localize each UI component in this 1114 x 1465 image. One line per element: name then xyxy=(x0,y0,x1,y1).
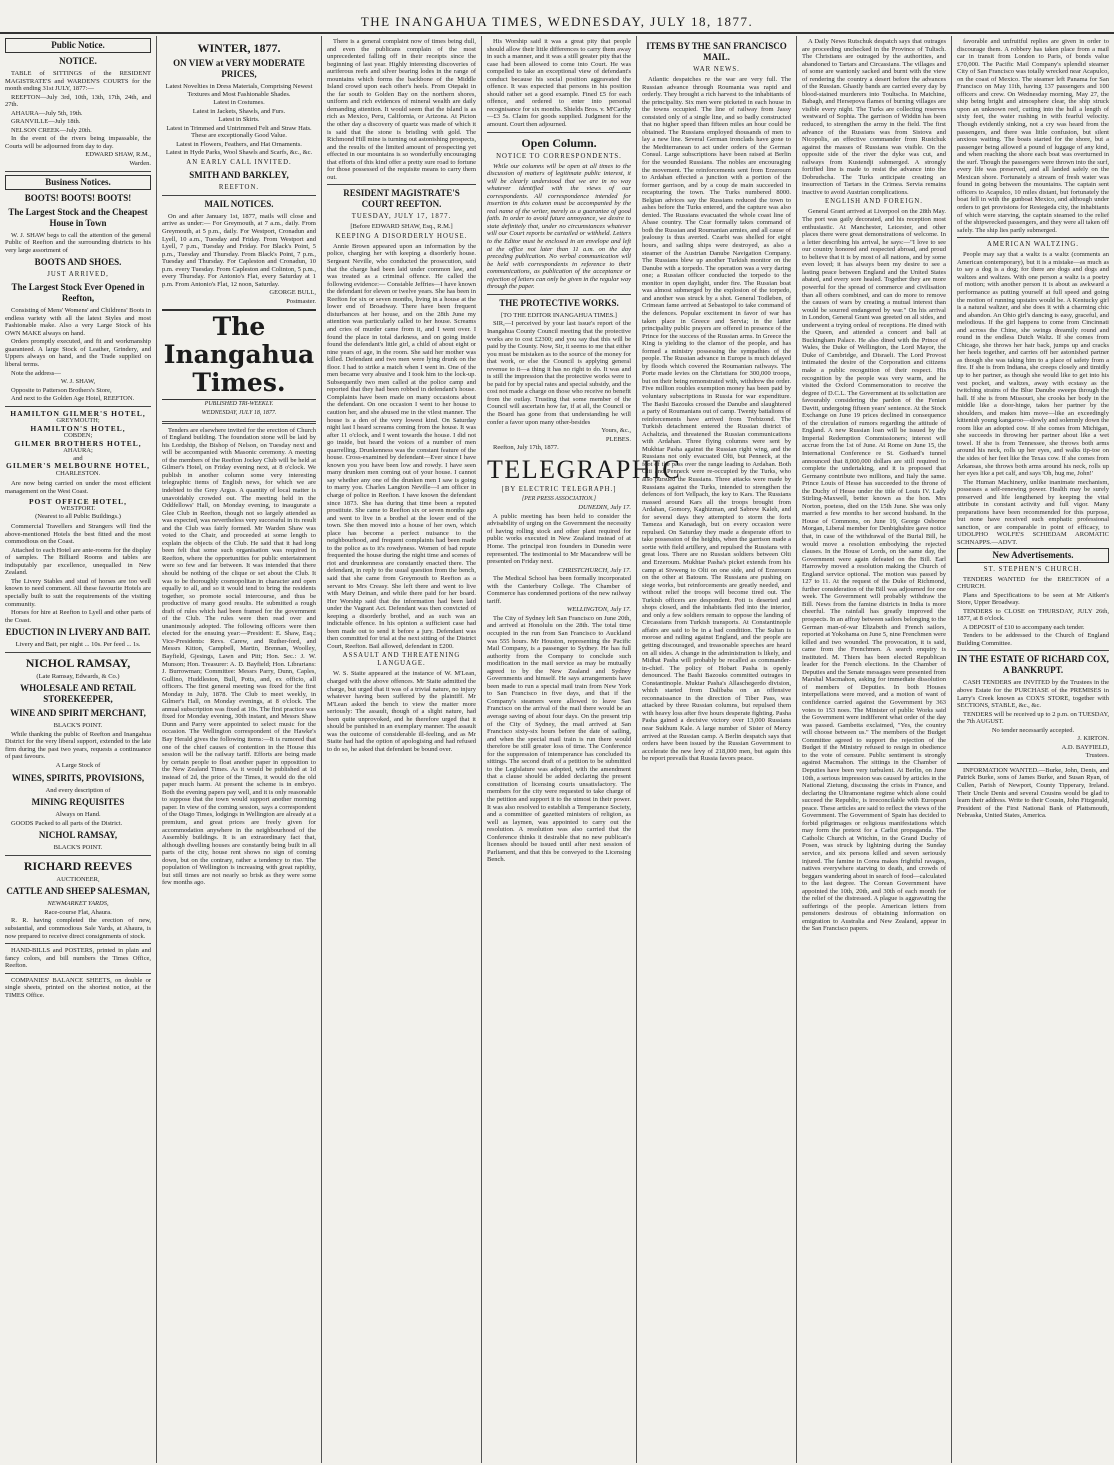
before-magistrate: [Before EDWARD SHAW, Esq., R.M.] xyxy=(350,223,453,231)
now-being-text: Are now being carried on under the most efficient management on the West Coast. xyxy=(5,480,151,495)
gilmer-hotels-ad xyxy=(5,410,151,478)
early-call: AN EARLY CALL INVITED. xyxy=(186,158,292,166)
always-on-hand: Always on Hand. xyxy=(55,811,101,819)
column-2 xyxy=(157,36,322,1463)
rm-court-heading: RESIDENT MAGISTRATE'S COURT REEFTON. xyxy=(343,188,460,210)
dunedin-text: A public meeting has been held to consider the advisability of urging on the Government the necessity of having rolling stock and other plant required for public works executed in New Zealand instead of at Home. The principal iron founders in Dunedin were represented. The testimonial to Mr Macandrew will be presented on Friday next. xyxy=(487,512,631,566)
goods-text: GOODS Packed to all parts of the District. xyxy=(11,819,123,827)
ahaura-sittings: AHAURA—July 5th, 19th. xyxy=(11,109,83,117)
latest-flowers: Latest in Flowers, Feathers, and Hat Ornaments. xyxy=(176,140,302,148)
masthead xyxy=(0,0,1114,34)
deposit-text: A DEPOSIT of £10 to accompany each tender. xyxy=(963,623,1085,631)
tenders-close: TENDERS to CLOSE on THURSDAY, JULY 26th, 1877, at 8 o'clock. xyxy=(957,607,1109,623)
auctioneer: AUCTIONEER, xyxy=(56,875,100,883)
nichol-ramsay-heading: NICHOL RAMSAY, xyxy=(25,655,131,670)
keeping-heading: KEEPING A DISORDERLY HOUSE. xyxy=(335,232,468,240)
assault-report: W. S. Staite appeared at the instance of W. M'Lean, charged with the above offences. Mr Staite admitted the charge, but urged that it was of a trivial nature, no injury whatever having been suffered by the plaintiff. Mr M'Lean asked the bench to view the matter more seriously: The assault, though of a slight nature, had been quite unprovoked, and he therefore urged that it should be punished in an exemplary manner. The assault was the outcome of considerable ill-feeling, and as Mr Staite had had the option of apologising and had refused to do so, he asked that defendant be bound over. xyxy=(327,670,476,753)
english-foreign-heading: ENGLISH AND FOREIGN. xyxy=(825,198,923,206)
telegraphic-heading: TELEGRAPHIC xyxy=(487,454,682,484)
wines-heading: WINES, SPIRITS, PROVISIONS, xyxy=(11,772,145,783)
note-text: Note the address— xyxy=(11,369,61,377)
shaw-name: W. J. SHAW, xyxy=(60,378,96,386)
just-arrived: JUST ARRIVED, xyxy=(47,271,109,279)
consisting-text: Consisting of Mens' Womens' and Childrens' Boots in endless variety with all the latest Styles and most Fashionable make. Also a very Large Stock of his OWN MAKE always on hand. xyxy=(5,307,151,337)
opposite-text: Opposite to Patterson Brothers's Store, xyxy=(11,386,112,394)
paper-title: The Inangahua Times. xyxy=(162,309,316,400)
signature-role: Warden. xyxy=(129,160,151,168)
plebes: PLEBES. xyxy=(605,435,631,443)
letter-body: SIR,—I perceived by your last issue's report of the Inangahua County Council meeting that the protective works are to cost £2300; and you say that this will be paid by the County. Now, Sir, it seems to me that either you must be mistaken as to the source of the money for that work, or else the Council is applying general revenue to it—a thing it has no right to do. It was and is still the impression that the protective works were to be paid for by special rates and special subsidy, and the cost not made a charge on those who receive no benefit from the outlay. Trusting that some member of the Council will ascertain how far, if at all, the Council or the Board has gone from that understanding he will confer a favor upon many other-besides xyxy=(487,320,631,426)
column-4 xyxy=(482,36,682,1463)
wellington-text: The City of Sydney left San Francisco on June 20th, and arrived at Honolulu on the 28th. The total time occupied in the run from San Francisco to Auckland was 555 hours. Mr Houston, representing the Pacific Mail Company, is a passenger to Sydney. He has full authority from the Company to conclude such modification in the mail service as may be mutually agreed to by the New Zealand and Sydney Governments and himself. He says arrangements have been made to run a special mail train from New York to San Francisco in five days, and that if the Company's steamers were allowed to leave San Francisco on the arrival of the mail there would be an average saving of about four days. On the present trip of the City of Sydney, the mail arrived at San Francisco sixty-six hours before the date of sailing, and when the special mail train is run there would therefore be still greater loss of time. The Conference for the suppression of intemperance has concluded its sittings. The second draft of a petition to be submitted to the Legislature was adopted, with the amendment that a clause should be added declaring the present constitution of licensing courts unsatisfactory. The members for the city were requested to take charge of the petition and support it to the utmost in their power. It was also resolved to establish a Temperance Society, and a committee of gazetted ministers of religion, as well as laymen, was appointed to carry out the resolution. A resolution was also carried that the Conference thinks it desirable that no new publican's licenses should be issued until after next session of Parliament, and that this be conveyed to the Licensing Bench. xyxy=(487,614,631,864)
event-text: In the event of the rivers being impassable, the Courts will be adjourned from day to day. xyxy=(5,135,151,150)
no-tender: No tender necessarily accepted. xyxy=(991,726,1075,734)
protective-works-heading: THE PROTECTIVE WORKS. xyxy=(499,297,619,308)
melbourne-hotel: GILMER'S MELBOURNE HOTEL, xyxy=(6,461,150,471)
masthead-title: THE INANGAHUA TIMES, WEDNESDAY, JULY 18, 1877. xyxy=(360,14,754,29)
george-bull: GEORGE BULL, xyxy=(269,289,316,297)
new-advertisements-header: New Advertisements. xyxy=(957,548,1109,563)
eduction-heading: EDUCTION IN LIVERY AND BAIT. xyxy=(5,627,151,638)
livery-rates: Livery and Bait, per night ... 10s. Per feed ... 1s. xyxy=(15,641,141,649)
open-column-heading: Open Column. xyxy=(521,135,597,150)
richard-reeves-heading: RICHARD REEVES xyxy=(23,858,133,873)
shaw-text: W. J. SHAW begs to call the attention of the general Public of Reefton and the surrounding districts to his very large assortment of xyxy=(5,231,151,254)
correspondents-heading: NOTICE TO CORRESPONDENTS. xyxy=(496,152,622,160)
rutschuk-despatch: A Daily News Rutschuk despatch says that outrages are proceeding unchecked in the Province of Tultsch. The Christians are outraged by the authorities, and abandoned to Tartars and Circassians. The villages and of some are wantonly sacked and burnt with the view of rendering the country a desert before the advances of the Russian. Ghastly bands are carried every day by blood-stained murderers into Toultscha. In Matchine, Babagh, and Hersepova flames of burning villages are visible every night. The Turks are collecting reserves westward of Sophia. The garrison of Widdin has been reduced, to strengthen the army in the field. The first advance of the Russians was from Sistova and Nicopolis, an effective commander from Rustchuk against the masses of Russians was visible. On the opposite side of the river the dyke was cut, and railways from Kustendji submerged. A strongly fortified line is made to resist the advance into the Dobrudscha. The Turks anticipate creating an insurrection of Tartars in the Crimea. Servia remains inactive to avoid Austrian complications. xyxy=(802,38,946,196)
column-3 xyxy=(322,36,482,1463)
nelson-sittings: NELSON CREEK—July 20th. xyxy=(11,126,92,134)
hamilton-hotel-2: HAMILTON'S HOTEL, xyxy=(30,423,126,433)
latest-novelties: Latest Novelties in Dress Materials, Comprising Newest Textures and Most Fashionable Shades. xyxy=(165,83,313,98)
charleston: CHARLESTON. xyxy=(55,469,101,477)
blacks-point: BLACK'S POINT. xyxy=(53,722,103,730)
american-waltzing-heading: AMERICAN WALTZING. xyxy=(986,241,1079,249)
boots-heading: BOOTS! BOOTS! BOOTS! xyxy=(24,192,132,203)
companies-text: COMPANIES' BALANCE SHEETS, on double or single sheets, printed on the shortest notice, at the TIMES Office. xyxy=(5,976,151,999)
estate-heading: IN THE ESTATE OF RICHARD COX, A BANKRUPT. xyxy=(957,654,1109,676)
hamilton-hotel: HAMILTON GILMER'S HOTEL, xyxy=(10,408,146,418)
nichol-ramsay-sign: NICHOL RAMSAY, xyxy=(38,830,118,841)
livery-text: The Livery Stables and stud of horses are too well known to need comment. All these favourite Hotels are specially built to suit the requirements of the visiting community. xyxy=(5,577,151,608)
reefton-place: REEFTON. xyxy=(218,183,260,191)
latest-costumes: Latest in Costumes. xyxy=(213,99,265,107)
wellington-dateline: WELLINGTON, July 17. xyxy=(566,606,631,614)
letter-date: Reefton, July 17th, 1877. xyxy=(493,444,559,452)
waltzing-body: People may say that a waltz is a waltz (comments an American contemporary), but it is a mistake—as much as to say a dog is a dog; for there are dogs and dogs and waltzes and waltzes. With one person a waltz is a poetry of motion; with another person it is about as awkward a performance as putting yourself at full speed and going the motion of running upstairs would be. A Kentucky girl is a natural waltzer, and she does it with a charming chic and abandon. An Ohio girl's dancing is easy, graceful, and melodious. If the girl happens to come from Cincinnati and across the Chine, she swings dreamily round and round in the endless Dutch Waltz. If she comes from Chicago, she throws her hair back, jumps up and cracks her heels together, and carries off her astonished partner as though she was taking him to a place of safety from a fire. If she is from Indiana, she creeps closely and timidly up to her partner, as though she would like to get into his vest pocket, and waltzes, away with ecstasy as the twitching strains of the Blue Danube sweeps through the hall. If she is from Missouri, she crooks her body in the middle like a door-hinge, takes her partner by the shoulders, and makes him move—like an exceedingly kittenish young kangaroo—slowly and solemnly down the room like an adopted cow. If she comes from Michigan, she succeeds in throwing her partner about like a wet towel. If she is from Tennessee, she throws both arms around his neck, rolls up her eyes, and walks tip-toe on the sides of her feet like the Texas cow. If she comes from Arkansas, she throws both arms around his neck, rolls up her eyes like a pet calf, and says 'Oh, hug me, John!' xyxy=(957,251,1110,478)
winter-heading: WINTER, 1877. xyxy=(197,41,281,55)
gilmer-brothers: GILMER BROTHERS HOTEL, xyxy=(14,438,142,448)
items-heading: ITEMS BY THE SAN FRANCISCO MAIL. xyxy=(646,41,787,62)
wine-heading: WINE AND SPIRIT MERCHANT, xyxy=(10,708,146,719)
sittings-text: TABLE of SITTINGS of the RESIDENT MAGISTRATE'S and WARDEN'S COURTS for the month ending 31st JULY, 1877:— xyxy=(5,70,151,93)
press-association: [PER PRESS ASSOCIATION.] xyxy=(521,495,597,502)
court-report: Annie Brown appeared upon an information by the police, charging her with keeping a disorderly house. Sergeant Neville, who conducted the prosecution, said that the charge had been laid under common law, and was treated as a criminal offence. He called the following evidence:— Constable Jeffries—I have known the defendant for eleven or twelve years. She has been in Reefton for six or seven months, living in a house at the lower end of Broadway. There have been frequent disturbances at her house, and on the 28th June my attention was particularly called to her house. Screams and cries of murder came from it, and I went over. I found the place in total darkness, and on going inside found the defendant's little girl, a child of about eight or nine years of age, in the room. She said her mother was killed. Defendant and two men were lying drunk on the floor. I had to strike a match when I went in. One of the men became very abusive and I took him to the lock-up. Subsequently two men called at the police camp and reported that they had been robbed in defendant's house. Complaints have been made on many occasions about the defendant. On one occasion I went to her house to caution her, and she abused me in the vilest manner. The house is a den of the very lowest kind. On Saturday night last I heard screams coming from the house. It was after 11 o'clock, and I went towards the house. I did not go inside, but heard the voices of a number of men quarrelling. Drunkenness was the constant feature of the house. Cross-examined by defendant—Ever since I have known you you have been low and rowdy. I have seen many drunken men coming out of your house. I cannot say whether any one of the drunken men I saw is going to marry you. Charles Langton Neville—I am officer in charge of police in Reefton. I have known the defendant since 1873. She has during that time been a reputed prostitute. She came to Reefton six or seven months ago and went to live in a brothel at the lower end of the town. She then moved into a house of her own, which place has become a perfect nuisance to the neighbourhood, and frequent complaints had been made to the police as to it's rowdyness. Women of bad repute frequented the house during the night time and scenes of riot and drunkenness are constantly enacted there. The defendant, in reply to the usual question from the bench, said that she came from Greymouth to Reefton as a servant to Mrs Creasy. She left there and went to live with Mary Deinan, and while there paid for her board. Her Worship said that the information had been laid under the Vagrant Act. Defendant was then convicted of keeping a disorderly brothel, and as such was an indictable offence. In his opinion a sufficient case had been made out to send it before a jury. Defendant was then committed for trial at the next sitting of the District Court, Reefton. Bail allowed, defendant in £200. xyxy=(327,242,476,650)
mineral-discoveries: There is a general complaint now of times being dull, and even the publicans complain of the most unprecedented falling off in their receipts since the beginning of last year. Highly interesting discoveries of auriferous reefs and silver bearing lodes in the range of mountains which forms the backbone of the Middle Island crowd upon each other's heels. From Otepaki in the far south to Golden Bay on the northern shores, uniform and rich evidences of mineral wealth are daily demanding attention. It would seem that the island is as rich as Mexico, Peru, California, or Arizona. At Picton the other day a discovery of quartz was made of which it is said that the stone is bristling with gold. The Richmond Hill mine is turning out astonishing prospects, and the results of the limited amount of prospecting yet effected in our mountains is so wonderfully encouraging that efforts of this kind offer a pretty sure road to fortune for those possessed of the requisite means to carry them out. xyxy=(327,38,476,181)
trustees: Trustees. xyxy=(1085,752,1109,760)
signature: EDWARD SHAW, R.M., xyxy=(85,151,151,159)
largest-stock-ever: The Largest Stock Ever Opened in Reefton, xyxy=(11,282,145,304)
postmaster: Postmaster. xyxy=(286,297,316,305)
reefton-sittings: REEFTON—July 3rd, 10th, 13th, 17th, 24th, and 27th. xyxy=(5,93,151,109)
electric-telegraph: [BY ELECTRIC TELEGRAPH.] xyxy=(501,485,617,493)
westport: WESTPORT. xyxy=(60,505,96,513)
latest-skirts: Latest in Skirts. xyxy=(218,116,260,124)
thanking-text: While thanking the public of Reefton and Inangahua District for the very liberal support, extended to the late firm during the past two years, requests a continuance of past favours. xyxy=(5,730,151,761)
on-view: ON VIEW at VERY MODERATE PRICES, xyxy=(173,58,305,79)
late-firm: (Late Ramsay, Edwards, & Co.) xyxy=(36,672,120,680)
latest-jackets: Latest in Jackets, Shawls, and Furs. xyxy=(192,107,286,115)
wreck-report: favorable and unfruitful replies are given in order to discourage them. A robbery has taken place from a mail car in transit from London to Paris, of bonds value £70,000. The Pacific Mail Company's splendid steamer City of San Francisco was totally wrecked near Acapulco, on the coast of Mexico. The steamer left Panama for San Francisco on May 11th, having 137 passengers and 100 officers and crew. On Wednesday morning, May 27, the ship being bright and atmosphere clear, the ship struck upon an unknown reef, cutting into the hull a length of sixty feet, the water rushing in with fearful velocity. Though evidently sinking, not a cry was heard from the passengers, and there was little confusion, but silent anxious waiting. The boats started for the shore, but a passenger being allowed a pound of luggage of any kind, and when reaching the shore each boat was overturned in the surf. Though the passengers were thrown into the surf, every life was preserved, and all landed safely on the Mexican shore. Fortunately a stream of fresh water was found in going between the mountains. The captain sent officers to Acapulco, 10 miles distant, but fortunately the boat fell in with the gunboat Mexico, and although under orders to get provisions for Restegeda city, the inhabitants of which were starving, the captain steamed to the relief of the shipwrecked passengers, and they were all taken off safely. The ship lies partly submerged. xyxy=(957,38,1109,234)
tenders-wanted: TENDERS WANTED for the ERECTION of a CHURCH. xyxy=(957,575,1109,591)
war-news-body: Atlantic despatches re the war are very full. The Russian advance through Roumania was rapid and orderly. They brought a rich harvest to the inhabitants of the principality. Six men were picketed in each house in the towns occupied. The line of railway from Jassy consisted only of a single line, and so badly constructed that no higher speed than fifteen miles an hour could be obtained. The Russians employed thousands of men to lay a new line. Several German ironclads have gone to the Mediterranean to act under orders of the German Consul. Large subscriptions have been raised at Berlin for the wounded Russians. The nobles are encouraging the movement. The reinforcements sent from Erzeroum to Ardahan effected a junction with a portion of the former garrison, and by a coup de main succeeded in recapturing the town. The Turks numbered 8000. Belgian advices say the Russians reduced the town to ashes before the Turks entered, and the capture was also denied. The Russians evacuated the whole coast line of Abase country. The Czar formally takes command of both the Russian and Roumanian armies, and all cause of jealousy is thus averted. Czarbi was shelled for eight hours, and sailing ships were destroyed, as also a steamer of the Austrian Danube Navigation Company. The Russians blew up another Turkish monitor on the Danube with a torpedo. The operation was a very daring one; a Russian officer conducted the torpedo to the monitor in open daylight, under fire. The Russian boat was almost submerged by the explosion of the torpedo, and another was struck by a shot. General Todleben, of Crimean fame arrived at Sebastopol to take command of the defences. Popular excitement in favor of war has taken place in Greece and Servia; in the latter principality public prayers are offered in presence of the Prince for the success of the Russian arms. In Greece the King is yielding to the clamor of the people, and has formed a ministry possessing the sympathies of the people. The Russian advance in Europe is much delayed by floods which covered the Roumanian railways. The Porte made levies on the Christians for 300,000 troops, but on their being remonstrated with, withdrew the order. Five million roubles exemption money has been paid by voluntary subscriptions in Russia for war expenditure. The Bashi Bazouks crossed the Danube and slaughtered a party of Roumanians out of camp. Twenty battalions of reinforcements have arrived from Trebizond. The Turkish detachment entered the Russian district of Achaltzia, and threatened the Russian communications with Ardahan. Three flying columns were sent by Mukhtar Pasha against the Russian right wing, and the Russians not only evacuated Olti, but Penneck, at the foot of the pass over the range leading to Ardahan. Both Olti and Penneck were re-occupied by the Turks, who also pursued the Russians. Three attacks were made by Russians against the Turks, intended to strengthen the defences of fort Vellpach, the key to Kars. The Russians massed around Kars all the troops brought from Ardahan, Gomory, Kaghizman, and Sabrew Kaleh, and for several days they attempted to storm the forts Tameza and Kanadagh, but on every occasion were repulsed. On Saturday they made a desperate effort to take possession of the heights, when the garrison made a sortie with field artillery, and repulsed the Russians with great loss. There are no Russian soldiers between Olti and Erzeroum. Mukhtar Pasha's picket extends from his camp at Sivweng to Olti on one side, and of Erzeroum on the other at Batoum. The Russians are pushing on siege works, but reinforcements are greatly needed, and without relief the troops will become tired out. The Turkish officers are despondent. Poti is deserted and shops closed, and the inhabitants fled into the interior, and only a few soldiers remain to oppose the landing of Circassians from Turkish transports. At Constantinople affairs are said to be in a bad condition. The Sultan is morose and railing against England, and the people are getting discouraged, and treasonable speeches are heard on all sides. A change in the administration is likely, and Midhat Pasha will probably be recalled as commander-in-chief. The policy of Hobart Pasha is openly denounced. The Bashi Bazouks committed outrages in Constantinople. Muktar Pasha's Allaschegerdo division, which started from Dalibaba on an offensive reconnaissance in the direction of Tiber Pass, was attacked by three Russian columns, but repulsed them with heavy loss after five hours desperate fighting. Pasha Pasha gained a decisive victory over 13,000 Russians near Sukhum Kale. A large number of Sister of Mercy arrived at the Russian camp. A Berlin despatch says that orders have been issued by the Russian Government to accelerate the new levy of 218,000 men, but again this be report prevails that Russia favors peace. xyxy=(642,76,791,763)
english-foreign-body: General Grant arrived at Liverpool on the 28th May. The port was gaily decorated, and his reception most enthusiastic. At Manchester, Leicester, and other places there were great demonstrations of welcome. In a letter describing his arrival, he says:—"I love to see our country honored and respected abroad, and proud to believe that it is by most of all nations, and by some even loved; it has always been my desire to see a lasting peace between England and the United States abated, and every sore healed. Together they are more powerful for the spread of commerce and civilisation than all others combined, and can do more to remove the causes of wars by creating a mutual interest than would be sourred endangered by war." On his arrival in London, General Grant was greeted on all sides, and underwent a trying ordeal of receptions. He dined with the Queen, and attended a concert and ball at Buckingham Palace. He also dined with the Prince of Wales, the Duke of Wellington, the Lord Mayor, the Duke of Cambridge, and Disraeli. The Lord Provost intimated the desire of the Corporation and citizens make a public recognition of their respect. His recognition by the people was very warm, and he visited the Oxford Commemoration to receive the degree of D.C.L. The Government at its solicitation are favourably considering the pardon of the Fenian Davitt, undergoing fifteen years' sentence. At the Stock Exchange on June 19 prices declined in consequence of the circulation of rumors regarding the attitude of England. A new Russian loan will be issued by the Imperial Redemption Commissioners; interest will accrue from the 1st of June. At Rome on June 15, the International Conference re St. Gothard's tunnel announced that 8,000,000 dollars are still required to complete the undertaking, and it is proposed that Germany contribute two millions, and Italy the same. Prince Louis of Hesse has succeeded to the throne of the Duchy of Hesse under the title of Louis IV. Lady Stirling-Maxwell, better known as the hon. Mrs Norton, poetess, died on the 15th June. She was only married a few months to her second husband. In the House of Commons, on June 19, George Osborne Morgan, Liberal member for Denbighshire gave notice that, in case of the withdrawal of the Burial Bill, he would move a resolution embodying the rejected clauses. In the House of Lords, on the same day, the Government were again defeated on the Bill. Earl Harrowby moved a resolution making the Church of England service optional. The motion was passed by 127 to 11. At the request of the Duke of Richmond, further consideration of the Bill was adjourned for one week. The Government will probably withdraw the Bill. News from the famine districts in India is more cheerful. The rainfall has greatly improved the prospects. In an affray between sailors belonging to the German man-of-war Elizabeth and French sailors, reported at Yokohama on June 5, nine Frenchmen were killed and two wounded. The provocation, it is said, came from the Frenchmen. A search enquiry is instituted. M. Thiers has been elected Republican leader for the French elections. In the Chamber of Deputies and the Senate messages were presented from Marshal Macmahon, asking for immediate dissolution of members of Deputies. In both Houses interpellations were moved, and a motion of want of confidence carried against the Government by 363 votes to 153 noes. The Minister of public Works said the Government were indifferent what order of the day was passed. Gambetta exclaimed, "Yes, the country will choose between us." The members of the Budget Committee agreed to support the rejection of the Budget if the Ministry refused to resign in obedience to the vote of censure. Public sentiment is strongly against Macmahon. The sittings in the Chamber of Deputies have been very turbulent. At Berlin, on June 10th, a serious impression was caused by articles in the National Zietung, discussing the crisis in France, and declaring the Ultramontane regime which alone could succeed the Republic, is irreconcilable with European peace. These articles are said to reflect the views of the Government. The Government of Spain has decided to forbid pilgrimages or religious manifestations which may form the pretext for a Carlist propaganda. The Catholic Church at Witchin, in the Grand Duchy of Posen, was struck by lightning during the Sunday service, and six persons killed and seven seriously injured. The famine in Corea makes frightful ravages, natives everywhere starving to death, and crowds of beggars wandering about in search of food—calculated to the last degree. The Corean Government have appointed the 10th, 20th, and 30th of each month for the relief of the distressed. A plague is aggravating the sufferings of the people. American letters from pensioners desirous of obtaining information on emigration to Australia and New Zealand, appear in the San Francisco papers. xyxy=(802,208,946,933)
addressed-text: Tenders to be addressed to the Church of England Building Committee. xyxy=(957,632,1109,647)
bayfield: A.D. BAYFIELD, xyxy=(1061,743,1109,751)
boots-shoes-heading: BOOTS AND SHOES. xyxy=(34,257,122,268)
page-columns xyxy=(0,36,1114,1463)
largest-stock-heading: The Largest Stock and the Cheapest House in Town xyxy=(8,206,148,228)
cobden: COBDEN; xyxy=(63,432,93,440)
business-notices-header: Business Notices. xyxy=(5,175,151,190)
christchurch-dateline: CHRISTCHURCH, July 17. xyxy=(558,566,631,574)
wholesale-heading: WHOLESALE AND RETAIL STOREKEEPER, xyxy=(20,683,136,705)
plans-text: Plans and Specifications to be seen at Mr Aitken's Store, Upper Broadway. xyxy=(957,591,1109,607)
orders-text: Orders promptly executed, and fit and workmanship guaranteed. A large Stock of Leather, Grindery, and Uppers always on hand, and the Trade supplied on liberal terms. xyxy=(5,338,151,369)
christchurch-text: The Medical School has been formally incorporated with the Canterbury College. The Chamber of Commerce has condemned portions of the new railway tariff. xyxy=(487,575,631,605)
mining-heading: MINING REQUISITES xyxy=(31,797,125,808)
mail-notices-heading: MAIL NOTICES. xyxy=(204,198,274,209)
war-news-heading: WAR NEWS. xyxy=(693,66,740,73)
human-machinery: The Human Machinery, unlike inanimate mechanism, possesses a self-renewing power. Health may be surely preserved and life lengthened by keeping the vital attribute in constant activity and full vigor. Many preparations have been recommended for this purpose, but none have received such emphatic professional sanction, or are comparable in point of efficacy, to UDOLPHO WOLFE'S SCHIEDAM AROMATIC SCHNAPPS.—ADVT. xyxy=(957,478,1109,546)
newmarket: NEWMARKET YARDS, xyxy=(47,900,109,908)
post-office-hotel: POST OFFICE HOTEL, xyxy=(28,496,128,506)
nearest: (Nearest to all Public Buildings.) xyxy=(35,512,121,520)
column-5 xyxy=(637,36,797,1463)
assault-heading: ASSAULT AND THREATENING LANGUAGE. xyxy=(342,652,461,668)
cattle-heading: CATTLE AND SHEEP SALESMAN, xyxy=(6,886,150,897)
latest-hyde: Latest in Hyde Parks, Wool Shawls and Scarfs, &c., &c. xyxy=(165,149,313,157)
ahaura: AHAURA; xyxy=(63,447,93,455)
public-notice-header: Public Notice. xyxy=(5,38,151,53)
edition-date: WEDNESDAY, JULY 18, 1877. xyxy=(201,410,277,417)
worship-remarks: His Worship said it was a great pity that people should allow their little differences to carry them away in such a manner, and it was a still greater pity that the case had been allowed to come into Court. He was compelled to take an exceptional view of defendant's conduct because his social position aggravated the offence. It was expected that persons in his position should rather set a good example. Fined £5 for each offence, and ordered to enter into personal recognisance for six months. Shields Bros. v. M'Carthy—£3 5s. Claim for goods supplied. Judgment for the amount. Court then adjourned. xyxy=(487,38,631,129)
tenders-received: TENDERS will be received up to 2 p.m. on TUESDAY, the 7th AUGUST. xyxy=(957,710,1109,726)
court-date: TUESDAY, JULY 17, 1877. xyxy=(351,213,452,221)
large-stock: A Large Stock of xyxy=(55,762,101,770)
yours: Yours, &c., xyxy=(601,427,631,435)
published-tri-weekly: PUBLISHED TRI-WEEKLY. xyxy=(204,401,274,408)
horses-text: Horses for hire at Reefton to Lyell and other parts of the Coast. xyxy=(5,609,151,624)
blacks-point-2: BLACK'S POINT. xyxy=(53,844,103,852)
next-to-text: And next to the Golden Age Hotel, REEFTON. xyxy=(11,395,135,403)
latest-hats: Latest in Trimmed and Untrimmed Felt and Straw Hats. These are exceptionally Good Value. xyxy=(166,124,312,140)
cash-tenders: CASH TENDERS are INVITED by the Trustees in the above Estate for the PURCHASE of the PREMISES in Larry's Creek known as COX'S STORE, together with SECTIONS, STABLE, &c., &c. xyxy=(957,679,1109,710)
mail-schedule: On and after January 1st, 1877, mails will close and arrive as under:— For Greymouth, at 7 a.m., daily. From Greymouth, at 5 p.m., daily. For Westport, Cronadun and Lyell, 10 a.m., Tuesday and Friday. From Westport and Lyell, 7 p.m., Tuesday and Friday. For Black's Point, 5 p.m., Tuesday and Thursday. From Black's Point, 7 p.m., Tuesday and Thursday. For Capleston and Cronadun, 10 p.m. every Tuesday. From Capleston and Colinton, 5 p.m., every Thursday. For Antonio's Flat, every Saturday at 1 p.m. From Antonio's Flat, 12 noon, Saturday. xyxy=(162,212,316,288)
racecourse: Race-course Flat, Ahaura. xyxy=(44,908,112,916)
column-1 xyxy=(0,36,157,1463)
post-office-hotel-ad xyxy=(5,498,151,521)
greymouth: GREYMOUTH; xyxy=(56,417,100,425)
every-description: And every description of xyxy=(45,786,111,794)
attached-text: Attached to each Hotel are ante-rooms for the display of samples. The Billiard Rooms and tables are indisputably par excellence, unequalled in New Zealand. xyxy=(5,546,151,577)
kirton: J. KIRTON. xyxy=(1077,735,1109,743)
smith-barkley: SMITH AND BARKLEY, xyxy=(189,169,289,180)
column-6 xyxy=(797,36,952,1463)
reeves-text: R. R. having completed the erection of new, substantial, and commodious Sale Yards, at Ahaura, is now prepared to receive direct consignments of stock. xyxy=(5,917,151,940)
to-editor: [TO THE EDITOR INANGAHUA TIMES.] xyxy=(501,311,617,319)
notice-heading: NOTICE. xyxy=(59,56,97,66)
dunedin-dateline: DUNEDIN, July 17. xyxy=(578,504,631,512)
and-word: and xyxy=(73,454,83,462)
column-7 xyxy=(952,36,1114,1463)
correspondents-text: While our columns will be open at all times to the discussion of matters of legitimate public interest, it will be clearly understood that we are in no way whatever identified with the views of our correspondents. All correspondence intended for insertion in this column must be accompanied by the real name of the writer, merely as a guarantee of good faith. In order to avoid future annoyance, we desire to state definitely that, under no circumstances whatever will our Court reports be curtailed or withheld. Letters to the Editor must be enclosed in an envelope and left at the office not later than 11 a.m. on the day preceding publication. No verbal communication will be held with correspondents in reference to their communications, as publication of the acceptance or rejection of letters can only be given in the regular way through the paper. xyxy=(487,162,631,291)
editorial-body: Tenders are elsewhere invited for the erection of Church of England building. The foundation stone will be laid by his Lordship, the Bishop of Nelson, on Tuesday next and will be accompanied with Masonic ceremony. A meeting of the members of the Reefton Jockey Club will be held at Gilmer's Hotel, on Friday evening next, at 8 o'clock. We publish in another column some very interesting telegraphic items of English news, for which we are indebted to the Grey Argus. A quantity of local matter is unavoidably crowded out. The meeting held in the Oddfellows' Hall, on Monday evening, to inaugurate a Glee Club in Reefton, though not so largely attended as was expected, was nevertheless very successful in its result and the Club was fairly formed. Mr Warden Shaw was voted to the Chair, and proceeded at some length to explain the objects of the Club. He said that it had long been felt that some such organisation was required in Reefton, where the opportunities for public entertainment were so few and far between. It was intended that there should be nothing of the clique or set about the Club. It was to be thoroughly cosmopolitan in character and open equally to all, and so it would tend to bring the residents together, so promote social intercourse, and thus be productive of many good results. He submitted a rough draft of rules which had been framed for the government of the Club. The rules were then read over and unanimously adopted. The following officers were then elected for the ensuing year:—President: E. Shaw, Esq.; Vice-Presidents: Revs. Carew, and Ruther-ford, and Messrs Kitton, Campbell, Martin, Brennan, Woolley, Bayfield, Gjesings, Lawn and Pitt; Hon. Sec.: J. W. Munson; Hon. Treasurer: A. D. Bayfield; Hon. Librarians: J. Burrowman; Committee: Messrs Parry, Dunn, Caples, Gullino, Huddleston, Bull, Potts, and, ex officio, all officers. The first general meeting was fixed for the first Monday in July, 1878. The Club to meet weekly, in Gilmer's Hall, on Monday evenings, at 8 o'clock. The annual subscription was fixed at 10s. The first practice was fixed for Monday evening, 30th instant, and Messrs Shaw Dunn and Parry were appointed to select music for the occasion. The Wellington correspondent of the Hawke's Bay Herald gives the following items:—It is rumored that one of the chief causes of contention in the House this session will be the railway tariff. Efforts are being made by certain people to float another paper in opposition to the New Zealand Times. As it would be published at 1d instead of 2d, the price of the Times, it would do the old paper much harm. At present the scheme is in embryo. Both the evening papers pay well, and it is only reasonable to suppose that the town would support another morning paper. In view of the coming session, says a correspondent of the Otago Times, lodgings in Wellington are already at a premium, and great prices are freely given for accommodation anywhere in the neighbourhood of the Assembly buildings. It is an extraordinary fact that, although dwelling houses are constantly being built in all parts of the city, house rent shows no sign of coming down, but on the contrary, rather a tendency to rise. The population of Wellington is increasing with great rapidity, but still times are not nearly so brisk as they were some few months ago. xyxy=(162,426,316,887)
st-stephens-heading: ST. STEPHEN'S CHURCH. xyxy=(983,565,1083,573)
handbills-text: HAND-BILLS and POSTERS, printed in plain and fancy colors, and bill numbers the Times Office, Reefton. xyxy=(5,947,151,970)
information-wanted: INFORMATION WANTED.—Burke, John, Denis, and Patrick Burke, sons of James Burke, and Susan Ryan, of Cullen, Parish of Newport, County Tipperary, Ireland. Their Uncle Denis and several Cousins would be glad to learn their address. Write to their Cousin, John Fitzgerald, President of the First National Bank of Plattsmouth, Nebraska, United States, America. xyxy=(957,766,1109,820)
commercial-text: Commercial Travellers and Strangers will find the above-mentioned Hotels the best fitted and the most commodious on the Coast. xyxy=(5,523,151,546)
granville-sittings: GRANVILLE—July 18th. xyxy=(11,118,81,126)
